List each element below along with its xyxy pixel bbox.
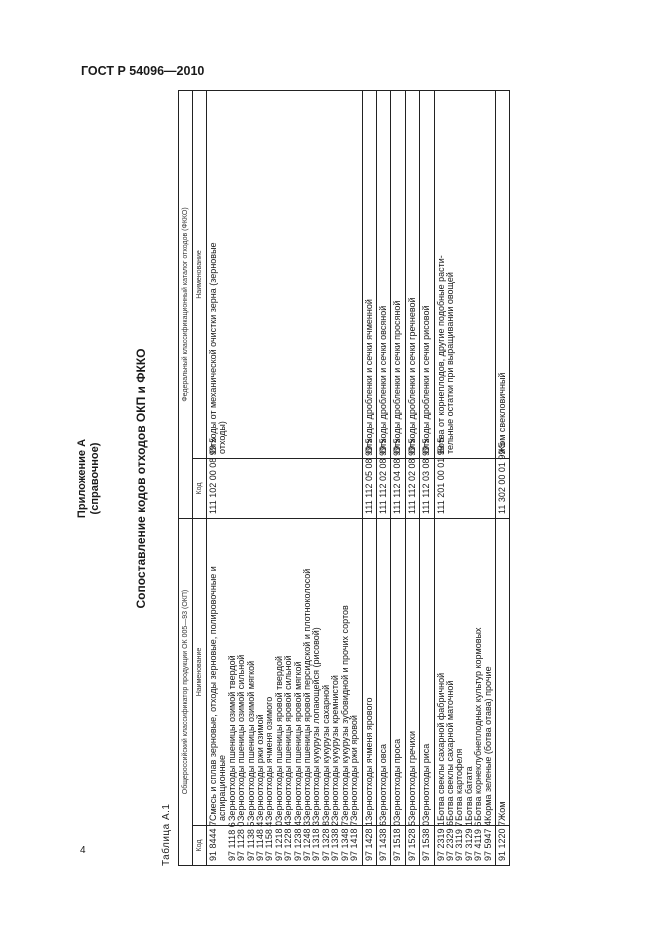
okp-name-line: Зерноотходы кукурузы сахарной [320, 684, 331, 821]
fkko-name-line: Ботва от корнеплодов, другие подобные расти- [435, 255, 446, 454]
okp-code-line: 97 1118 6 [226, 822, 237, 861]
okp-code-line: 97 1518 0 [392, 820, 403, 861]
fkko-name-line: Отходы дробленки и сечки гречневой [406, 297, 417, 454]
okp-code-line: 97 1248 3 [302, 820, 313, 861]
okp-name-line: Зерноотходы ржи яровой [349, 715, 360, 821]
okp-name-line: Зерноотходы кукурузы лопающейся (рисовой) [311, 627, 322, 821]
fkko-name-cell [405, 90, 419, 458]
okp-name-line: Зерноотходы ржи озимой [255, 714, 266, 821]
fkko-code-cell [434, 437, 495, 518]
fkko-name-line: отходы) [217, 421, 228, 454]
fkko-name-cell [391, 90, 405, 458]
okp-header: Общероссийский классификатор продукции ОК 005—93 (ОКП) [179, 518, 193, 865]
okp-code-cell [420, 820, 434, 866]
fkko-name-line: Жом свекловичный [496, 372, 507, 454]
okp-code-line: 97 1538 0 [421, 820, 432, 861]
table-row [420, 90, 434, 865]
fkko-code-cell [495, 442, 509, 518]
okp-code-header: Код [193, 826, 207, 866]
okp-name-line: аспирационные [217, 754, 228, 821]
fkko-code-line: 111 102 00 08 99 5 [208, 437, 218, 514]
okp-name-cell [420, 518, 434, 825]
fkko-name-header: Наименование [193, 90, 207, 458]
section-title: Сопоставление кодов отходов ОКП и ФККО [134, 348, 148, 609]
okp-name-cell [391, 518, 405, 825]
okp-name-line: Зерноотходы пшеницы озимой мягкой [245, 660, 256, 821]
okp-code-line: 97 2319 1 [435, 820, 446, 861]
okp-code-line: 97 1148 4 [255, 821, 266, 861]
document-code: ГОСТ Р 54096—2010 [81, 64, 205, 78]
okp-code-line: 97 2329 6 [444, 820, 455, 861]
okp-name-line: Зерноотходы риса [421, 743, 432, 821]
page-number: 4 [80, 845, 86, 856]
fkko-name-line: Отходы дробленки и сечки ячменной [363, 299, 374, 454]
fkko-name-cell [420, 90, 434, 458]
fkko-name-line: Отходы дробленки и сечки овсяной [377, 305, 388, 454]
comparison-table [178, 90, 510, 866]
okp-name-line: Зерноотходы пшеницы яровой твердой [273, 656, 284, 821]
fkko-code-line: 111 112 02 08 99 5 [406, 438, 417, 514]
okp-name-line: Ботва корнеклубнеплодных культур кормовых [473, 627, 484, 821]
okp-code-line: 97 3119 7 [454, 821, 465, 861]
fkko-name-line: тельные остатки при выращивании овощей [444, 272, 455, 454]
okp-code-cell [362, 820, 376, 866]
fkko-name-line: Отходы дробленки и сечки рисовой [421, 305, 432, 454]
fkko-code-line: 111 201 00 01 99 5 [435, 437, 446, 514]
okp-code-line: 97 1428 1 [363, 820, 374, 861]
fkko-name-line: Отходы от механической очистки зерна (зерновые [208, 242, 218, 454]
table-row [405, 90, 419, 865]
okp-name-line: Зерноотходы кукурузы зубовидной и прочих сортов [339, 605, 350, 821]
okp-code-line: 97 1528 5 [406, 820, 417, 861]
okp-code-line: 91 8444 7 [208, 820, 218, 861]
fkko-code-line: 11 302 00 01 99 5 [496, 442, 507, 514]
fkko-code-line: 111 112 04 08 99 5 [392, 438, 403, 514]
fkko-name-cell [434, 90, 495, 458]
okp-name-line: Зерноотходы пшеницы озимой твердой [226, 655, 237, 821]
table-row [495, 90, 509, 865]
appendix-heading [76, 91, 102, 866]
fkko-code-line: 111 112 05 08 99 5 [363, 438, 374, 514]
okp-name-line: Ботва батата [463, 766, 474, 821]
okp-name-cell [207, 518, 363, 825]
okp-code-line: 97 1328 8 [320, 820, 331, 861]
okp-code-line: 97 1418 7 [349, 820, 360, 861]
okp-code-line: 97 1438 6 [377, 820, 388, 861]
fkko-name-cell [495, 90, 509, 458]
fkko-name-cell [362, 90, 376, 458]
table-row [362, 90, 376, 865]
fkko-code-cell [376, 438, 390, 518]
okp-code-line: 91 1220 7 [496, 820, 507, 861]
fkko-code-cell [391, 438, 405, 518]
okp-name-line: Зерноотходы овса [377, 744, 388, 821]
okp-code-line: 97 1218 0 [273, 820, 284, 861]
okp-name-cell [434, 518, 495, 825]
okp-code-line: 97 1338 2 [330, 820, 341, 861]
okp-code-cell [434, 820, 495, 866]
okp-code-line: 97 5947 4 [482, 820, 493, 861]
okp-code-line: 97 4119 6 [473, 821, 484, 861]
table-row [207, 90, 363, 865]
okp-code-cell [391, 820, 405, 866]
okp-name-line: Ботва свеклы сахарной фабричной [435, 672, 446, 821]
okp-code-cell [376, 820, 390, 866]
okp-name-line: Зерноотходы пшеницы озимой сильной [236, 654, 247, 821]
table-row [391, 90, 405, 865]
okp-code-line: 97 1348 7 [339, 820, 350, 861]
okp-name-cell [495, 518, 509, 825]
okp-code-cell [207, 820, 363, 866]
okp-name-line: Смесь и сплав зерновые, отходы зерновые, полировочные и [208, 566, 218, 821]
fkko-code-line: 111 112 03 08 99 5 [421, 438, 432, 514]
appendix-title: Приложение А [76, 438, 88, 519]
okp-code-line: 97 1158 4 [264, 821, 275, 861]
fkko-code-line: 111 112 02 08 99 5 [377, 438, 388, 514]
okp-name-line: Зерноотходы ячменя ярового [363, 697, 374, 821]
table-row [376, 90, 390, 865]
okp-name-line: Зерноотходы ячменя озимого [264, 696, 275, 821]
okp-name-line: Зерноотходы пшеницы яровой сильной [283, 655, 294, 821]
fkko-code-header: Код [193, 458, 207, 518]
okp-name-line: Зерноотходы пшеницы яровой персидской и плотноколосой [302, 568, 313, 821]
okp-name-line: Зерноотходы гречихи [406, 730, 417, 821]
fkko-name-cell [207, 90, 363, 458]
okp-name-line: Зерноотходы пшеницы яровой мягкой [292, 661, 303, 821]
okp-name-line: Ботва свеклы сахарной маточной [444, 680, 455, 821]
okp-code-line: 97 1128 0 [236, 821, 247, 861]
okp-code-line: 97 3129 1 [463, 820, 474, 861]
fkko-code-cell [420, 438, 434, 518]
fkko-name-line: Отходы дробленки и сечки просяной [392, 300, 403, 454]
okp-name-line: Жом [496, 801, 507, 821]
okp-code-line: 97 1238 4 [292, 820, 303, 861]
okp-name-line: Зерноотходы проса [392, 738, 403, 821]
okp-code-cell [405, 820, 419, 866]
okp-code-line: 97 1228 4 [283, 820, 294, 861]
appendix-subtitle: (справочное) [89, 442, 101, 515]
okp-name-cell [376, 518, 390, 825]
okp-code-cell [495, 820, 509, 866]
fkko-code-cell [362, 438, 376, 518]
okp-name-cell [362, 518, 376, 825]
table-body [207, 90, 510, 865]
okp-code-line: 97 1138 5 [245, 821, 256, 861]
okp-name-line: Ботва картофеля [454, 748, 465, 821]
okp-name-line: Зерноотходы кукурузы кремнистой [330, 675, 341, 821]
fkko-code-cell [405, 438, 419, 518]
okp-name-cell [405, 518, 419, 825]
table-row [434, 90, 495, 865]
okp-code-line: 97 1318 3 [311, 820, 322, 861]
fkko-header: Федеральный классификационный каталог отходов (ФККО) [179, 90, 193, 518]
okp-name-line: Корма зеленые (ботва отава) прочие [482, 666, 493, 821]
table-label: Таблица А.1 [161, 803, 172, 866]
okp-name-header: Наименование [193, 518, 207, 825]
rotated-page-content [76, 91, 614, 866]
fkko-name-cell [376, 90, 390, 458]
